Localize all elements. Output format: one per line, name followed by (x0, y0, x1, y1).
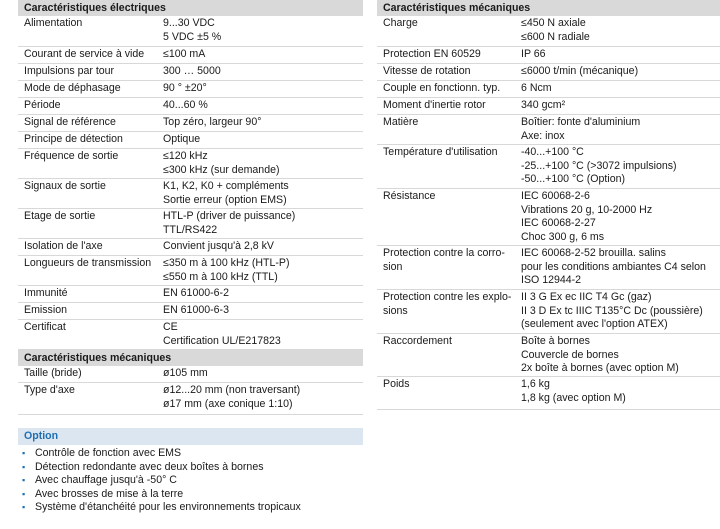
spec-value-line: IP 66 (521, 48, 546, 60)
spec-label: Raccordement (383, 335, 452, 347)
spec-row (377, 47, 720, 64)
spec-value-line: ≤300 kHz (sur demande) (163, 163, 280, 176)
option-list (18, 447, 363, 515)
spec-row (377, 189, 720, 246)
spec-label: Alimentation (24, 17, 83, 29)
spec-row (18, 98, 363, 115)
spec-label: Matière (383, 116, 419, 128)
spec-value-line: ISO 12944-2 (521, 274, 582, 286)
spec-value (521, 64, 638, 80)
spec-row (18, 303, 363, 320)
spec-value-line: Axe: inox (521, 129, 565, 142)
electrical-section-header: Caractéristiques électriques (18, 0, 363, 16)
spec-row (18, 383, 363, 415)
spec-value (163, 98, 208, 114)
spec-label: Vitesse de rotation (383, 65, 471, 77)
spec-row (18, 132, 363, 149)
spec-value-line: 2x boîte à bornes (avec option M) (521, 362, 679, 374)
option-item: ▪ Système d'étanchéité pour les environnements tropicaux (18, 501, 363, 515)
electrical-table (18, 16, 363, 350)
spec-label: Certificat (24, 321, 66, 333)
spec-row (377, 81, 720, 98)
spec-label: Signal de référence (24, 116, 116, 128)
spec-label: Protection contre les explo- sions (383, 291, 512, 317)
spec-value-line: ø12...20 mm (non traversant) (163, 384, 301, 396)
spec-value (163, 115, 261, 131)
spec-value-line: ≤550 m à 100 kHz (TTL) (163, 270, 278, 283)
spec-row (377, 98, 720, 115)
spec-value (163, 81, 207, 97)
spec-label: Fréquence de sortie (24, 150, 119, 162)
spec-value (163, 209, 295, 238)
spec-label: Taille (bride) (24, 367, 82, 379)
spec-value (521, 189, 652, 245)
spec-value-line: IEC 60068-2-27 (521, 217, 596, 229)
spec-value-line: Vibrations 20 g, 10-2000 Hz (521, 203, 653, 216)
spec-row (18, 179, 363, 209)
spec-label: Immunité (24, 287, 68, 299)
spec-value-line: Sortie erreur (option EMS) (163, 193, 287, 206)
spec-label: Principe de détection (24, 133, 123, 145)
option-item: ▪ Avec brosses de mise à la terre (18, 488, 363, 502)
spec-value-line: HTL-P (driver de puissance) (163, 210, 296, 222)
spec-value-line: -40...+100 °C (521, 146, 584, 158)
spec-label: Protection contre la corro- sion (383, 247, 505, 273)
spec-label: Courant de service à vide (24, 48, 145, 60)
spec-row (377, 377, 720, 410)
spec-value-line: Top zéro, largeur 90° (163, 116, 262, 128)
spec-row (18, 16, 363, 47)
spec-value (521, 47, 546, 63)
spec-value-line: 9...30 VDC (163, 17, 215, 29)
spec-label: Isolation de l'axe (24, 240, 103, 252)
option-item: ▪ Contrôle de fonction avec EMS (18, 447, 363, 461)
spec-value-line: 1,8 kg (avec option M) (521, 391, 626, 404)
spec-row (377, 290, 720, 334)
spec-value (163, 320, 281, 349)
spec-label: Impulsions par tour (24, 65, 115, 77)
spec-label: Mode de déphasage (24, 82, 121, 94)
spec-label: Signaux de sortie (24, 180, 106, 192)
spec-row (18, 209, 363, 239)
spec-value (163, 149, 280, 178)
spec-value-line: EN 61000-6-2 (163, 287, 229, 299)
spec-value (163, 256, 290, 285)
spec-value (163, 132, 200, 148)
spec-value-line: ≤100 mA (163, 48, 206, 60)
spec-value-line: pour les conditions ambiantes C4 selon (521, 260, 706, 273)
spec-value-line: IEC 60068-2-6 (521, 190, 590, 202)
spec-value-line: Certification UL/E217823 (163, 334, 281, 347)
spec-label: Moment d'inertie rotor (383, 99, 486, 111)
spec-value-line: ≤120 kHz (163, 150, 208, 162)
spec-value-line: 90 ° ±20° (163, 82, 207, 94)
mechanical-table-right (377, 16, 720, 410)
spec-value-line: ø105 mm (163, 367, 208, 379)
spec-label: Protection EN 60529 (383, 48, 481, 60)
spec-row (18, 239, 363, 256)
spec-label: Type d'axe (24, 384, 75, 396)
spec-label: Charge (383, 17, 418, 29)
spec-row (377, 64, 720, 81)
spec-value (521, 145, 677, 188)
spec-label: Période (24, 99, 61, 111)
spec-value (163, 303, 229, 319)
spec-row (377, 246, 720, 290)
spec-row (18, 320, 363, 350)
spec-row (18, 366, 363, 383)
spec-value-line: Convient jusqu'à 2,8 kV (163, 240, 274, 252)
spec-value-line: K1, K2, K0 + compléments (163, 180, 289, 192)
spec-value (163, 286, 229, 302)
spec-value-line: EN 61000-6-3 (163, 304, 229, 316)
spec-value (521, 115, 640, 144)
spec-value (163, 16, 221, 46)
spec-row (377, 145, 720, 189)
spec-row (18, 286, 363, 303)
spec-value (521, 98, 565, 114)
spec-label: Poids (383, 378, 410, 390)
spec-value-line: ≤350 m à 100 kHz (HTL-P) (163, 257, 290, 269)
spec-value-line: ≤600 N radiale (521, 30, 590, 43)
spec-value-line: 340 gcm² (521, 99, 566, 111)
option-item: ▪ Détection redondante avec deux boîtes à bornes (18, 461, 363, 475)
mechanical-section-header-left: Caractéristiques mécaniques (18, 350, 363, 366)
spec-value (521, 81, 552, 97)
spec-value-line: ø17 mm (axe conique 1:10) (163, 397, 293, 410)
spec-value-line: IEC 60068-2-52 brouilla. salins (521, 247, 666, 259)
spec-value-line: Optique (163, 133, 201, 145)
spec-row (18, 256, 363, 286)
spec-value (163, 239, 274, 255)
spec-value (163, 47, 205, 63)
spec-value-line: Boîte à bornes (521, 335, 590, 347)
spec-value-line: II 3 G Ex ec IIC T4 Gc (gaz) (521, 291, 652, 303)
spec-value-line: 6 Ncm (521, 82, 552, 94)
spec-value-line: 40...60 % (163, 99, 208, 111)
spec-value-line: ≤6000 t/min (mécanique) (521, 65, 639, 77)
mechanical-section-header-right: Caractéristiques mécaniques (377, 0, 720, 16)
spec-value-line: CE (163, 321, 178, 333)
spec-value (163, 366, 208, 382)
spec-row (377, 16, 720, 47)
spec-value (163, 383, 300, 414)
spec-value (521, 377, 626, 409)
spec-label: Emission (24, 304, 67, 316)
spec-value-line: 1,6 kg (521, 378, 550, 390)
spec-row (377, 334, 720, 377)
spec-value (521, 290, 703, 333)
spec-value-line: -50...+100 °C (Option) (521, 173, 626, 185)
spec-value (163, 64, 221, 80)
spec-value-line: Choc 300 g, 6 ms (521, 230, 605, 243)
spec-value-line: -25...+100 °C (>3072 impulsions) (521, 159, 677, 172)
spec-value (163, 179, 289, 208)
left-column (18, 0, 363, 415)
spec-value-line: (seulement avec l'option ATEX) (521, 318, 668, 330)
spec-row (18, 81, 363, 98)
spec-value-line: II 3 D Ex tc IIIC T135°C Dc (poussière) (521, 304, 703, 317)
spec-value-line: 5 VDC ±5 % (163, 30, 222, 43)
spec-label: Etage de sortie (24, 210, 96, 222)
spec-value-line: ≤450 N axiale (521, 17, 586, 29)
spec-label: Température d'utilisation (383, 146, 498, 158)
spec-row (18, 64, 363, 81)
right-column (377, 0, 720, 410)
option-item: ▪ Avec chauffage jusqu'à -50° C (18, 474, 363, 488)
spec-row (18, 47, 363, 64)
spec-label: Résistance (383, 190, 436, 202)
spec-value-line: Couvercle de bornes (521, 348, 619, 361)
spec-label: Couple en fonctionn. typ. (383, 82, 501, 94)
spec-value (521, 16, 590, 46)
spec-value (521, 246, 706, 289)
spec-row (18, 115, 363, 132)
spec-value-line: 300 … 5000 (163, 65, 221, 77)
spec-row (377, 115, 720, 145)
spec-value-line: Boîtier: fonte d'aluminium (521, 116, 641, 128)
spec-row (18, 149, 363, 179)
option-section (18, 428, 363, 515)
option-header: Option (18, 428, 363, 445)
spec-label: Longueurs de transmission (24, 257, 152, 269)
mechanical-table-left (18, 366, 363, 415)
spec-value (521, 334, 679, 376)
spec-value-line: TTL/RS422 (163, 223, 218, 236)
